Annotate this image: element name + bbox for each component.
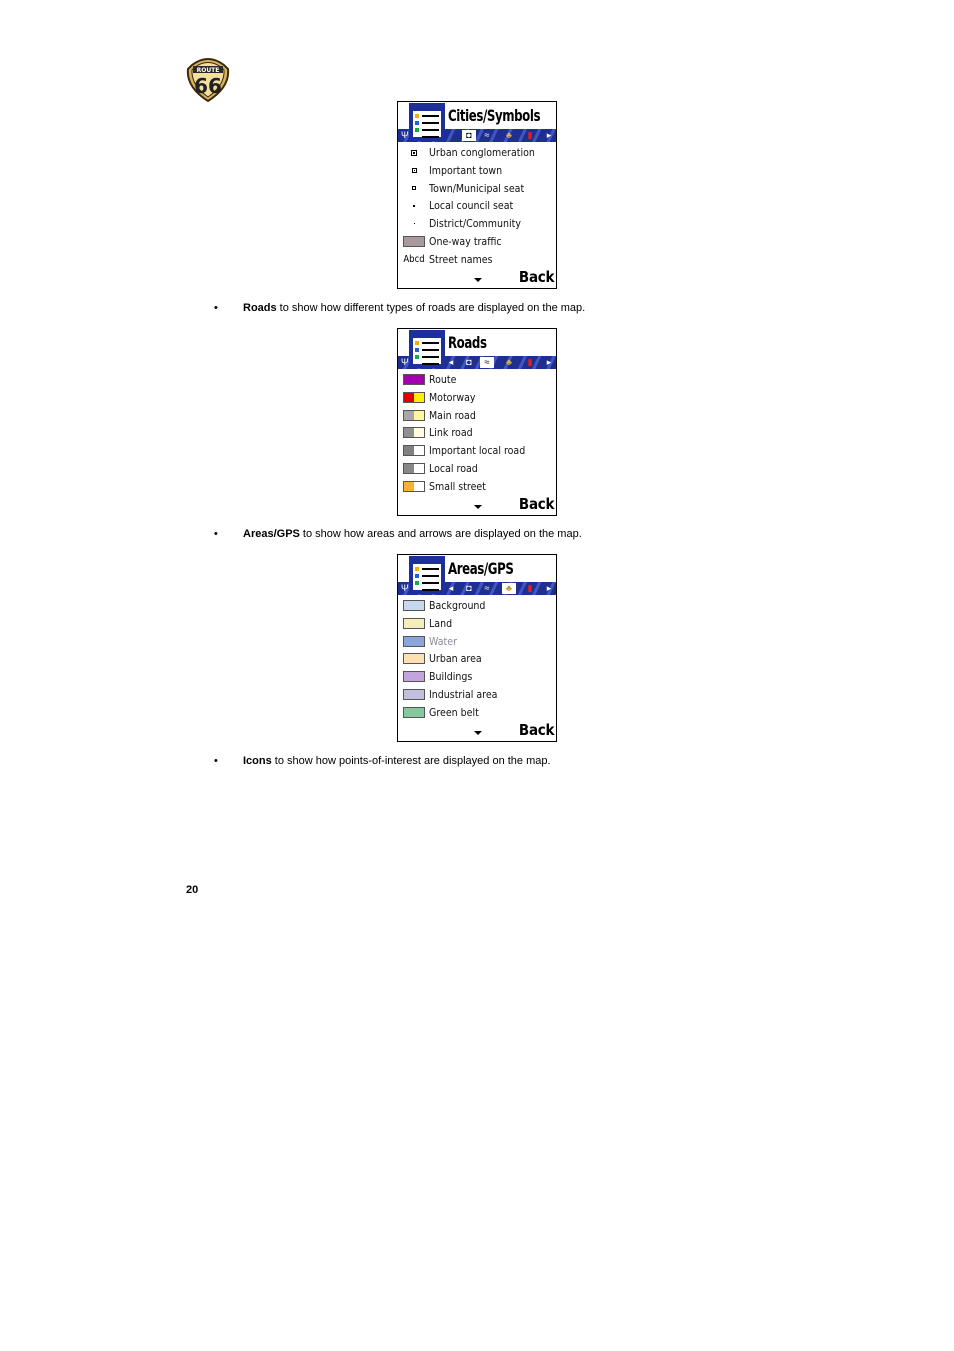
tab-icons-icon[interactable]: ▮: [527, 130, 533, 140]
legend-label: Urban conglomeration: [429, 146, 535, 159]
symbol-square-dot-medium-icon: [403, 165, 425, 176]
legend-label: Important town: [429, 163, 503, 177]
tab-roads-icon[interactable]: ≈: [484, 130, 490, 140]
signal-icon: Ψ: [401, 357, 409, 367]
legend-row[interactable]: [398, 460, 556, 478]
screen-title: Areas/GPS: [448, 559, 514, 578]
legend-label: Land: [429, 616, 453, 630]
area-swatch: [403, 636, 425, 647]
legend-label: Motorway: [429, 390, 476, 404]
tab-areas-icon[interactable]: ♣: [502, 583, 516, 594]
legend-label: Local council seat: [429, 199, 514, 213]
signal-icon: Ψ: [401, 130, 409, 140]
road-swatch: [403, 392, 425, 403]
screen-areas-gps: [397, 554, 557, 742]
legend-swatch: [403, 236, 425, 247]
legend-row[interactable]: [398, 597, 556, 615]
scroll-down-icon[interactable]: [474, 278, 482, 282]
tab-roads-icon[interactable]: ≈: [480, 357, 494, 368]
legend-label: Urban area: [429, 652, 482, 666]
legend-row[interactable]: [398, 162, 556, 180]
legend-row[interactable]: [398, 668, 556, 686]
legend-sample-text: Abcd: [403, 253, 425, 265]
legend-label: District/Community: [429, 217, 521, 231]
legend-row[interactable]: [398, 251, 556, 269]
back-button[interactable]: Back: [518, 268, 554, 286]
tab-next-icon[interactable]: ▸: [546, 583, 552, 593]
svg-text:ROUTE: ROUTE: [196, 67, 220, 74]
legend-label: Route: [429, 373, 457, 386]
legend-row[interactable]: [398, 478, 556, 496]
legend-app-icon: [409, 103, 445, 141]
legend-row[interactable]: [398, 215, 556, 233]
tab-areas-icon[interactable]: ♣: [506, 357, 512, 367]
area-swatch: [403, 707, 425, 718]
tab-next-icon[interactable]: ▸: [546, 130, 552, 140]
tab-prev-icon[interactable]: ◂: [448, 583, 454, 593]
legend-label: Link road: [429, 426, 473, 440]
screen-title: Roads: [448, 333, 487, 352]
symbol-dot-small-icon: [403, 200, 425, 211]
legend-label: Small street: [429, 479, 486, 493]
signal-icon: Ψ: [401, 583, 409, 593]
legend-row[interactable]: [398, 144, 556, 162]
symbol-dot-tiny-icon: [403, 218, 425, 229]
tab-cities-icon[interactable]: ◘: [466, 583, 472, 593]
legend-label: Main road: [429, 408, 476, 422]
symbol-square-dot-small-icon: [403, 183, 425, 194]
legend-row[interactable]: [398, 197, 556, 215]
legend-row[interactable]: [398, 371, 556, 389]
legend-row[interactable]: [398, 180, 556, 198]
scroll-down-icon[interactable]: [474, 505, 482, 509]
road-swatch: [403, 427, 425, 438]
screen-cities-symbols: [397, 101, 557, 289]
screen-roads: [397, 328, 557, 516]
legend-row[interactable]: [398, 615, 556, 633]
legend-label: Water: [429, 634, 457, 648]
legend-row[interactable]: [398, 233, 556, 251]
legend-label: Street names: [429, 252, 493, 266]
area-swatch: [403, 653, 425, 664]
legend-label: Industrial area: [429, 687, 498, 701]
area-swatch: [403, 618, 425, 629]
page-number: 20: [186, 884, 199, 896]
tab-roads-icon[interactable]: ≈: [484, 583, 490, 593]
tab-next-icon[interactable]: ▸: [546, 357, 552, 367]
legend-label: Town/Municipal seat: [429, 181, 525, 195]
legend-label: Important local road: [429, 444, 526, 458]
screen-title: Cities/Symbols: [448, 106, 541, 125]
area-swatch: [403, 600, 425, 611]
legend-label: One-way traffic: [429, 234, 502, 248]
route66-logo: [184, 55, 232, 103]
road-swatch: [403, 410, 425, 421]
area-swatch: [403, 671, 425, 682]
back-button[interactable]: Back: [518, 495, 554, 513]
legend-row[interactable]: [398, 633, 556, 651]
tab-icons-icon[interactable]: ▮: [527, 583, 533, 593]
symbol-square-dot-large-icon: [403, 147, 425, 158]
legend-row[interactable]: [398, 389, 556, 407]
legend-row[interactable]: [398, 686, 556, 704]
legend-app-icon: [409, 556, 445, 594]
road-swatch: [403, 445, 425, 456]
svg-text:66: 66: [194, 74, 222, 98]
legend-row[interactable]: [398, 650, 556, 668]
legend-app-icon: [409, 330, 445, 368]
legend-label: Green belt: [429, 705, 479, 719]
legend-row[interactable]: [398, 704, 556, 722]
tab-prev-icon[interactable]: ◂: [448, 357, 454, 367]
legend-row[interactable]: [398, 442, 556, 460]
legend-row[interactable]: [398, 424, 556, 442]
tab-cities-icon[interactable]: ◘: [462, 130, 476, 141]
tab-cities-icon[interactable]: ◘: [466, 357, 472, 367]
back-button[interactable]: Back: [518, 721, 554, 739]
scroll-down-icon[interactable]: [474, 731, 482, 735]
road-swatch: [403, 374, 425, 385]
legend-label: Background: [429, 599, 486, 612]
tab-icons-icon[interactable]: ▮: [527, 357, 533, 367]
area-swatch: [403, 689, 425, 700]
legend-row[interactable]: [398, 407, 556, 425]
road-swatch: [403, 463, 425, 474]
legend-label: Local road: [429, 461, 478, 475]
tab-areas-icon[interactable]: ♣: [506, 130, 512, 140]
road-swatch: [403, 481, 425, 492]
legend-label: Buildings: [429, 670, 473, 684]
